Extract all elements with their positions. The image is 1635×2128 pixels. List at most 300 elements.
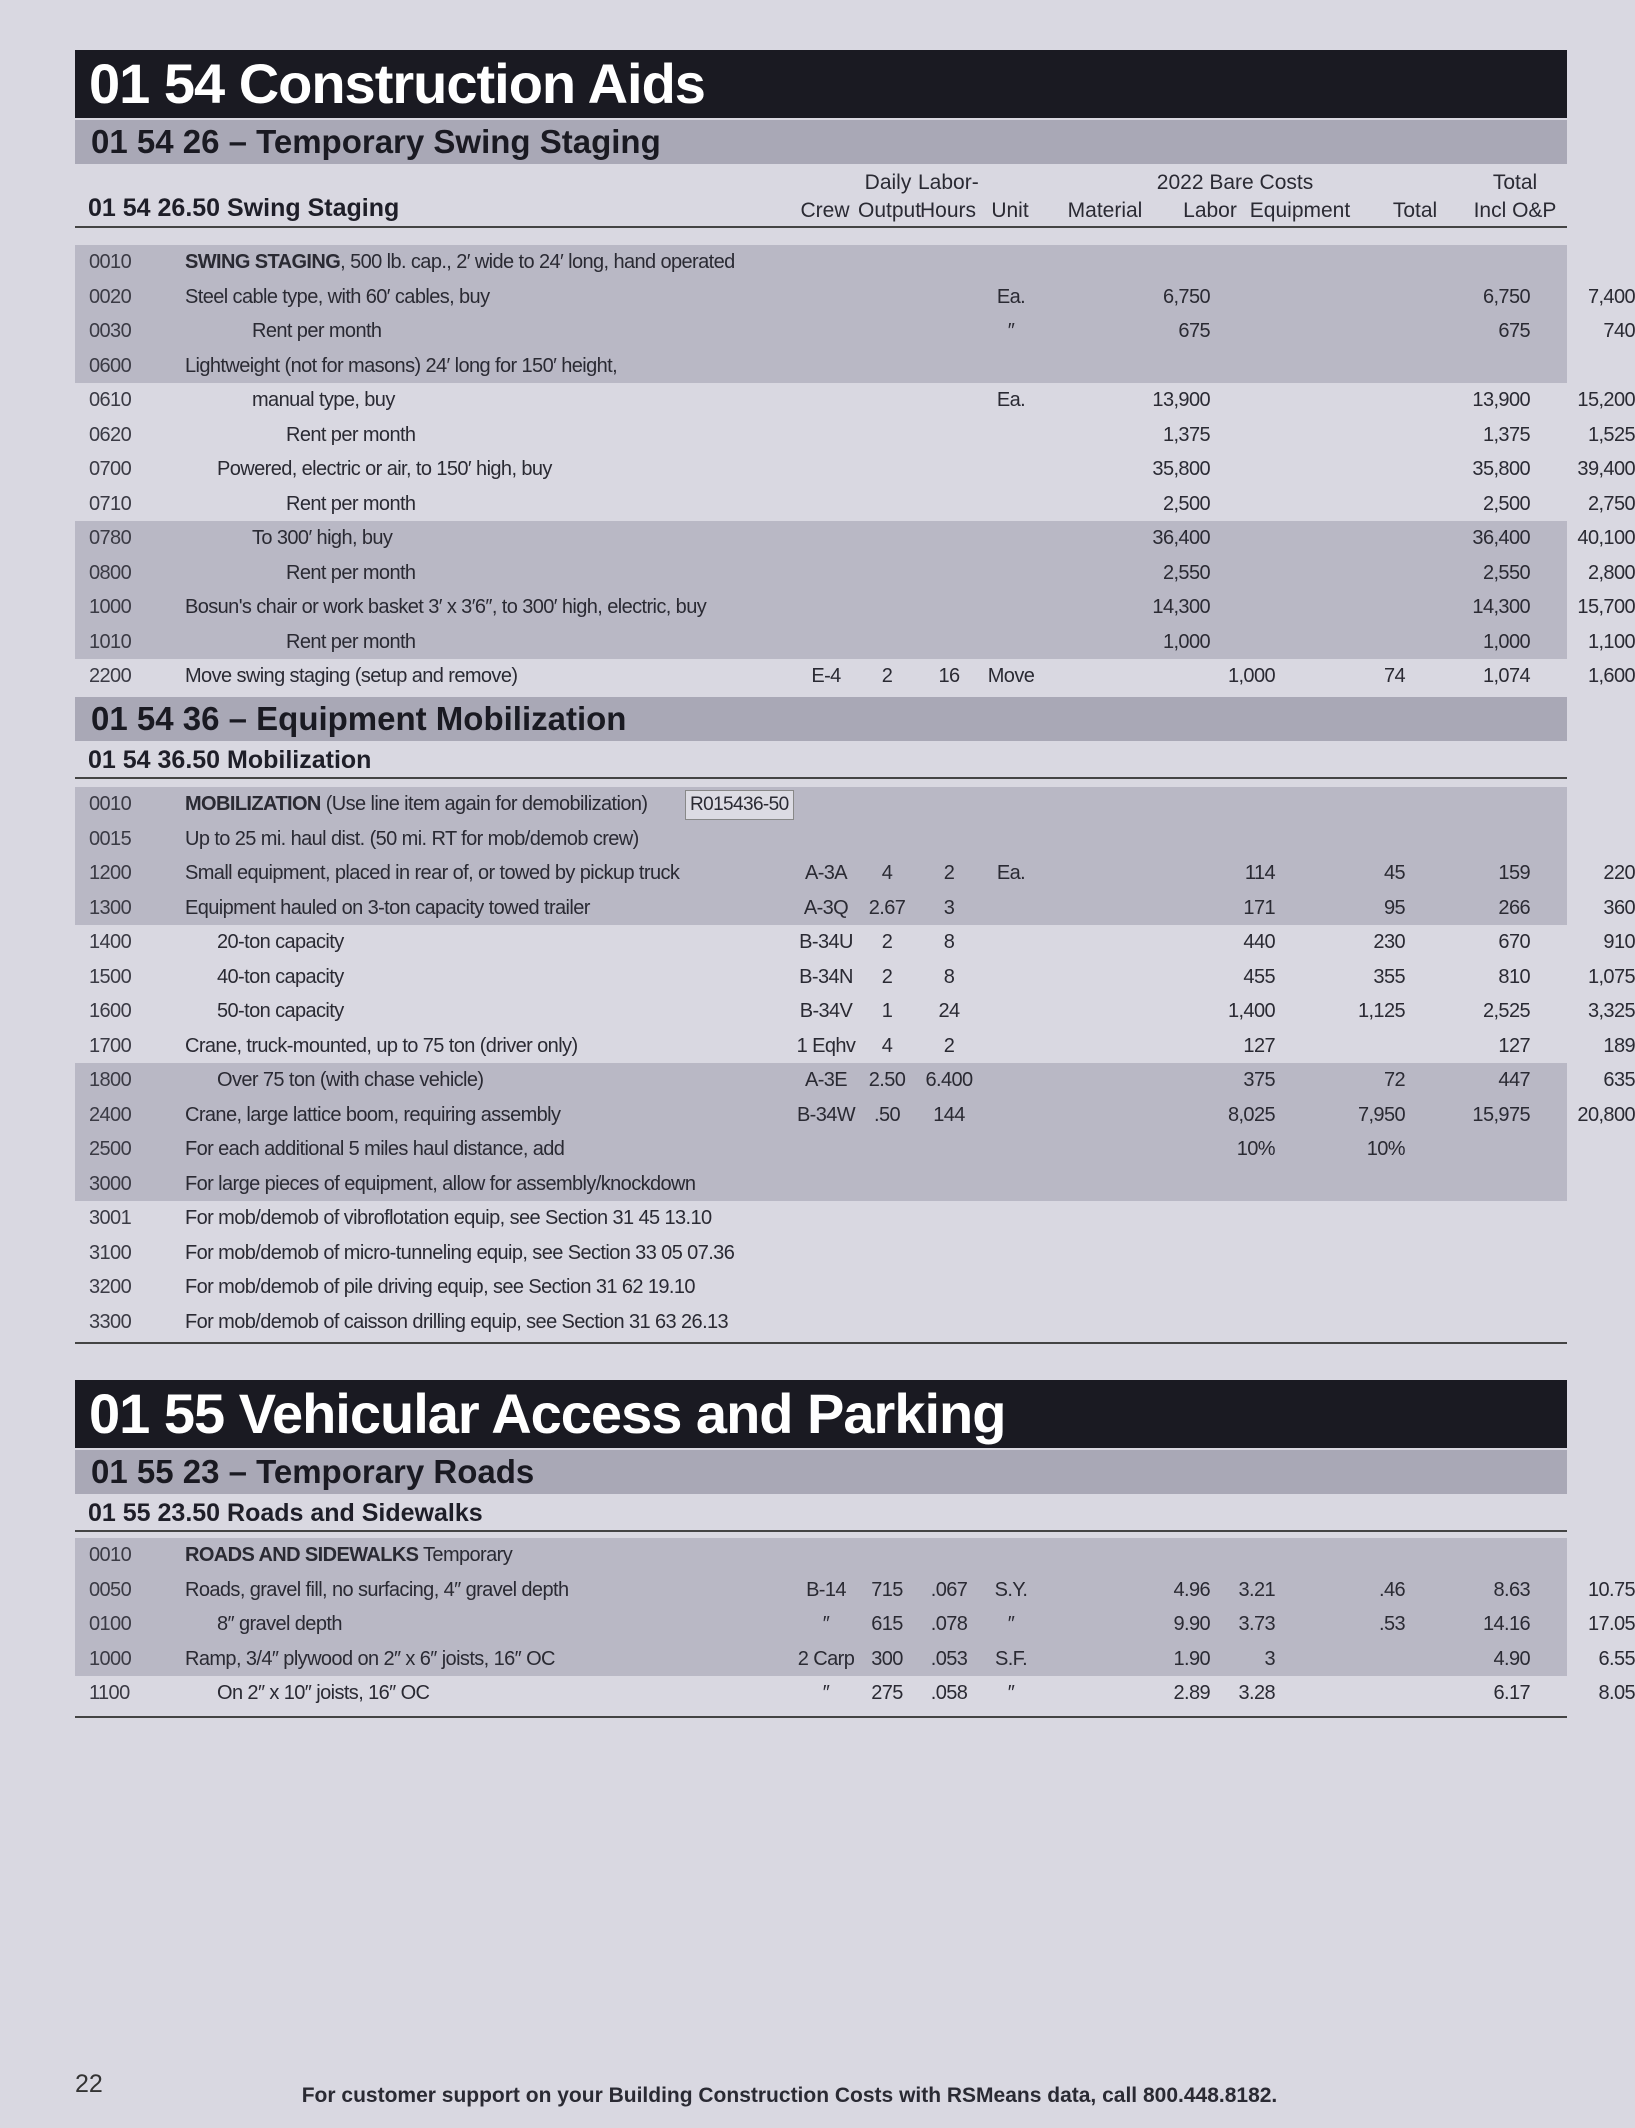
table-swing-staging: [75, 245, 1635, 694]
cell-tot: 6.17: [1493, 1682, 1530, 1704]
line-description: [185, 1029, 578, 1063]
cell-lab: 8,025: [1227, 1103, 1275, 1126]
line-description: [185, 1270, 695, 1304]
cell-tot: 1,000: [1482, 630, 1530, 653]
cell-op: 360: [1603, 896, 1635, 919]
cell-output: 4: [881, 862, 893, 884]
line-description: [185, 1201, 712, 1235]
table-row: [75, 1029, 1635, 1064]
line-description: [185, 1098, 560, 1132]
cell-op: 1,075: [1587, 965, 1635, 988]
table-row: [75, 556, 1635, 591]
cell-eq: 230: [1373, 931, 1405, 953]
line-description: [185, 280, 489, 314]
section-name: 01 55 23.50 Roads and Sidewalks: [88, 1499, 483, 1527]
subsection-title-01-54-26: 01 54 26 – Temporary Swing Staging: [75, 120, 1567, 164]
line-description: [286, 625, 415, 659]
table-row: [75, 1270, 1567, 1305]
subsection-title-01-54-36: 01 54 36 – Equipment Mobilization: [75, 697, 1567, 741]
line-description-text: Crane, large lattice boom, requiring assembly: [185, 1103, 561, 1126]
cell-hours: 6.400: [925, 1069, 973, 1091]
cell-eq: 1,125: [1357, 1000, 1405, 1022]
cell-op: 40,100: [1577, 527, 1635, 549]
cell-output: 300: [871, 1647, 903, 1670]
cell-mat: 9.90: [1173, 1613, 1210, 1635]
line-description-text: Over 75 ton (with chase vehicle): [217, 1069, 484, 1091]
cell-tot: 6,750: [1482, 285, 1530, 308]
cell-lab: 1,000: [1227, 665, 1275, 687]
cell-hours: 24: [938, 1000, 960, 1022]
table-row: [75, 1167, 1567, 1202]
line-code: 1400: [89, 931, 132, 953]
table-row: [75, 994, 1635, 1029]
line-description-text: On 2″ x 10″ joists, 16″ OC: [217, 1682, 430, 1704]
line-description: [185, 1236, 734, 1270]
line-code: 0700: [89, 458, 132, 480]
col-material: Material: [1067, 199, 1143, 222]
line-description: [185, 659, 517, 693]
table-row: [75, 349, 1567, 384]
line-code: 0020: [89, 285, 132, 308]
line-code: 1600: [89, 1000, 132, 1022]
cell-eq: 74: [1383, 665, 1405, 687]
cell-tot: 15,975: [1472, 1103, 1530, 1126]
line-code: 0010: [89, 251, 132, 273]
cell-hours: 2: [943, 862, 955, 884]
cell-crew: 2 Carp: [797, 1647, 855, 1670]
line-code: 0800: [89, 561, 132, 584]
line-code: 0610: [89, 389, 132, 411]
cell-mat: 14,300: [1152, 596, 1210, 618]
table-row: [75, 1538, 1567, 1573]
cell-output: 615: [871, 1613, 903, 1635]
cell-op: 189: [1603, 1034, 1635, 1057]
cell-lab: 3.73: [1238, 1613, 1275, 1635]
footer-support-line: For customer support on your Building Construction Costs with RSMeans data, call 800.448.8182.: [301, 2084, 1278, 2107]
cell-op: 10.75: [1587, 1578, 1635, 1601]
line-description: [185, 1642, 555, 1676]
line-description-bold: ROADS AND SIDEWALKS: [185, 1544, 419, 1566]
line-code: 0010: [89, 1544, 132, 1566]
table-row: [75, 1236, 1567, 1271]
section-rule: [75, 1530, 1567, 1532]
line-description: [286, 556, 415, 590]
table-row: [75, 659, 1635, 694]
cell-lab: 3: [1264, 1647, 1275, 1670]
line-description: [286, 418, 415, 452]
line-code: 1500: [89, 965, 132, 988]
table-row: [75, 418, 1635, 453]
table-row: [75, 960, 1635, 995]
line-description: [185, 1132, 564, 1166]
cell-op: 15,700: [1577, 596, 1635, 618]
cell-crew: B-14: [806, 1578, 846, 1601]
table-row: [75, 891, 1635, 926]
cell-eq: 95: [1383, 896, 1405, 919]
cell-mat: 1,375: [1162, 423, 1210, 446]
table-row: [75, 1573, 1635, 1608]
table-row: [75, 856, 1635, 891]
cell-output: 2: [881, 931, 893, 953]
cell-op: 2,800: [1587, 561, 1635, 584]
table-row: [75, 1642, 1635, 1677]
section-end-rule: [75, 1342, 1567, 1344]
line-description-text: Move swing staging (setup and remove): [185, 665, 518, 687]
table-row: [75, 1676, 1635, 1711]
cell-tot: 4.90: [1493, 1647, 1530, 1670]
col-output: Output: [858, 199, 922, 222]
line-code: 0600: [89, 354, 132, 377]
line-description-text: Roads, gravel fill, no surfacing, 4″ gravel depth: [185, 1578, 569, 1601]
cell-op: 17.05: [1587, 1613, 1635, 1635]
line-description: [217, 960, 344, 994]
col-daily: Daily: [864, 171, 912, 194]
line-description-text: Rent per month: [286, 630, 416, 653]
line-description: [185, 787, 647, 821]
cell-eq: 10%: [1366, 1138, 1405, 1160]
line-description: [252, 383, 395, 417]
division-title-01-55: 01 55 Vehicular Access and Parking: [75, 1380, 1567, 1448]
line-description-bold: MOBILIZATION: [185, 793, 321, 815]
table-row: [75, 822, 1567, 857]
cell-tot: 36,400: [1472, 527, 1530, 549]
line-code: 0030: [89, 320, 132, 342]
line-description-text: Temporary: [418, 1544, 513, 1566]
line-description-text: Bosun's chair or work basket 3′ x 3′6″, to 300′ high, electric, buy: [185, 596, 707, 618]
line-description: [252, 521, 392, 555]
cell-op: 2,750: [1587, 492, 1635, 515]
table-row: [75, 1063, 1635, 1098]
cell-tot: 2,500: [1482, 492, 1530, 515]
line-code: 0015: [89, 827, 132, 850]
column-header-block: [75, 162, 1567, 228]
cell-unit: Ea.: [996, 389, 1026, 411]
cell-hours: .053: [930, 1647, 968, 1670]
cell-hours: 8: [943, 965, 955, 988]
cell-tot: 8.63: [1493, 1578, 1530, 1601]
line-description-text: Small equipment, placed in rear of, or towed by pickup truck: [185, 862, 680, 884]
cell-mat: 4.96: [1173, 1578, 1210, 1601]
table-row: [75, 280, 1635, 315]
cell-op: 8.05: [1598, 1682, 1635, 1704]
line-description-text: Rent per month: [286, 423, 416, 446]
table-row: [75, 452, 1635, 487]
cell-tot: 13,900: [1472, 389, 1530, 411]
cell-output: 2: [881, 665, 893, 687]
cell-crew: A-3Q: [803, 896, 849, 919]
line-description-text: 20-ton capacity: [217, 931, 344, 953]
cell-unit: ″: [1007, 1682, 1015, 1704]
table-row: [75, 1305, 1567, 1340]
cell-hours: 144: [933, 1103, 965, 1126]
cell-op: 740: [1603, 320, 1635, 342]
cell-op: 15,200: [1577, 389, 1635, 411]
table-row: [75, 521, 1635, 556]
cell-mat: 2,550: [1162, 561, 1210, 584]
cell-mat: 35,800: [1152, 458, 1210, 480]
cell-lab: 440: [1243, 931, 1275, 953]
line-code: 2400: [89, 1103, 132, 1126]
cell-lab: 3.28: [1238, 1682, 1275, 1704]
cell-mat: 36,400: [1152, 527, 1210, 549]
cell-tot: 675: [1498, 320, 1530, 342]
table-row: [75, 1098, 1635, 1133]
cell-lab: 1,400: [1227, 1000, 1275, 1022]
cell-tot: 670: [1498, 931, 1530, 953]
line-description-text: For each additional 5 miles haul distance, add: [185, 1138, 565, 1160]
cell-eq: 45: [1383, 862, 1405, 884]
cell-output: 275: [871, 1682, 903, 1704]
line-code: 1200: [89, 862, 132, 884]
cell-op: 1,100: [1587, 630, 1635, 653]
line-description: [217, 1676, 429, 1710]
line-description: [252, 314, 381, 348]
cell-mat: 2,500: [1162, 492, 1210, 515]
line-description-text: For mob/demob of vibroflotation equip, see Section 31 45 13.10: [185, 1207, 712, 1229]
cell-lab: 127: [1243, 1034, 1275, 1057]
line-code: 3001: [89, 1207, 132, 1229]
cell-output: 715: [871, 1578, 903, 1601]
line-code: 1300: [89, 896, 132, 919]
cell-lab: 3.21: [1238, 1578, 1275, 1601]
line-description: [185, 1573, 568, 1607]
cell-eq: 355: [1373, 965, 1405, 988]
col-equipment: Equipment: [1249, 199, 1351, 222]
cell-lab: 171: [1243, 896, 1275, 919]
cell-output: 2.50: [868, 1069, 906, 1091]
cell-crew: B-34W: [796, 1103, 856, 1126]
section-name: 01 54 26.50 Swing Staging: [88, 194, 400, 222]
table-row: [75, 590, 1635, 625]
cell-unit: S.Y.: [994, 1578, 1028, 1601]
table-row: [75, 314, 1635, 349]
table-row: [75, 383, 1635, 418]
cell-tot: 35,800: [1472, 458, 1530, 480]
cell-lab: 10%: [1236, 1138, 1275, 1160]
line-description: [185, 1167, 695, 1201]
line-description-text: For large pieces of equipment, allow for assembly/knockdown: [185, 1172, 696, 1195]
cell-hours: 2: [943, 1034, 955, 1057]
cell-crew: B-34V: [799, 1000, 853, 1022]
table-row: [75, 487, 1635, 522]
cell-op: 6.55: [1598, 1647, 1635, 1670]
col-total-op-1: Total: [1492, 171, 1538, 194]
line-code: 3100: [89, 1241, 132, 1264]
line-description: [185, 245, 735, 279]
section-end-rule: [75, 1716, 1567, 1718]
col-total: Total: [1392, 199, 1438, 222]
cell-lab: 114: [1244, 862, 1275, 884]
cell-op: 220: [1603, 862, 1635, 884]
line-description: [185, 891, 590, 925]
line-code: 3000: [89, 1172, 132, 1195]
cell-crew: B-34U: [799, 931, 853, 953]
table-roads: [75, 1538, 1635, 1711]
section-header-mobilization: [75, 742, 1567, 778]
line-description: [185, 1305, 728, 1339]
cell-hours: .067: [930, 1578, 968, 1601]
cell-crew: A-3E: [804, 1069, 848, 1091]
cell-hours: .058: [930, 1682, 968, 1704]
line-description-text: Equipment hauled on 3-ton capacity towed trailer: [185, 896, 590, 919]
line-description-text: (Use line item again for demobilization): [320, 793, 648, 815]
section-name: 01 54 36.50 Mobilization: [88, 746, 372, 774]
line-description-text: Rent per month: [286, 561, 416, 584]
cell-mat: 6,750: [1162, 285, 1210, 308]
cell-op: 7,400: [1587, 285, 1635, 308]
line-description-text: , 500 lb. cap., 2′ wide to 24′ long, hand operated: [340, 251, 735, 273]
line-code: 1700: [89, 1034, 132, 1057]
line-code: 0620: [89, 423, 132, 446]
cell-eq: 7,950: [1357, 1103, 1405, 1126]
cell-tot: 127: [1498, 1034, 1530, 1057]
line-description: [217, 1607, 342, 1641]
cell-tot: 447: [1498, 1069, 1530, 1091]
line-code: 0100: [89, 1613, 132, 1635]
line-description-text: For mob/demob of caisson drilling equip, see Section 31 63 26.13: [185, 1310, 729, 1333]
cell-lab: 375: [1243, 1069, 1275, 1091]
line-description-text: Lightweight (not for masons) 24′ long for 150′ height,: [185, 354, 618, 377]
line-description: [217, 925, 344, 959]
cell-hours: 8: [943, 931, 955, 953]
reference-box[interactable]: R015436-50: [685, 790, 794, 820]
cell-hours: 16: [938, 665, 960, 687]
cell-unit: S.F.: [994, 1647, 1028, 1670]
line-description-text: 50-ton capacity: [217, 1000, 344, 1022]
cell-output: .50: [873, 1103, 900, 1126]
header-rule: [75, 226, 1567, 228]
cell-unit: Ea.: [996, 285, 1026, 308]
cell-mat: 2.89: [1173, 1682, 1210, 1704]
line-description-text: Ramp, 3/4″ plywood on 2″ x 6″ joists, 16″ OC: [185, 1647, 555, 1670]
col-total-op-2: Incl O&P: [1473, 199, 1557, 222]
table-row: [75, 1201, 1567, 1236]
cell-hours: .078: [930, 1613, 968, 1635]
line-description: [185, 349, 617, 383]
cell-output: 4: [881, 1034, 893, 1057]
cell-unit: Move: [987, 665, 1035, 687]
cell-output: 2.67: [868, 896, 906, 919]
line-code: 1000: [89, 1647, 132, 1670]
line-code: 2200: [89, 665, 132, 687]
cell-op: 910: [1603, 931, 1635, 953]
line-description: [185, 822, 639, 856]
col-labor: Labor: [1183, 199, 1237, 222]
line-description: [286, 487, 415, 521]
cell-unit: ″: [1007, 320, 1015, 342]
cell-tot: 1,074: [1482, 665, 1530, 687]
table-row: [75, 925, 1635, 960]
line-description: [185, 590, 706, 624]
line-code: 1000: [89, 596, 132, 618]
cell-crew: ″: [822, 1682, 830, 1704]
table-row: [75, 1132, 1567, 1167]
cell-tot: 14,300: [1472, 596, 1530, 618]
table-row: [75, 245, 1567, 280]
cell-op: 1,600: [1587, 665, 1635, 687]
cell-output: 2: [881, 965, 893, 988]
line-description-text: 40-ton capacity: [217, 965, 344, 988]
cell-hours: 3: [943, 896, 955, 919]
cell-op: 20,800: [1577, 1103, 1635, 1126]
cell-mat: 1.90: [1173, 1647, 1210, 1670]
line-description-text: Rent per month: [286, 492, 416, 515]
line-code: 2500: [89, 1138, 132, 1160]
cell-tot: 810: [1498, 965, 1530, 988]
cell-mat: 13,900: [1152, 389, 1210, 411]
line-description-text: manual type, buy: [252, 389, 395, 411]
cell-eq: .53: [1378, 1613, 1405, 1635]
line-description: [217, 994, 344, 1028]
cell-tot: 159: [1498, 862, 1530, 884]
table-row: [75, 1607, 1635, 1642]
line-description: [185, 856, 679, 890]
cell-tot: 14.16: [1482, 1613, 1530, 1635]
col-crew: Crew: [800, 199, 850, 222]
line-description-text: To 300′ high, buy: [252, 527, 393, 549]
cell-mat: 675: [1178, 320, 1210, 342]
line-description-text: 8″ gravel depth: [217, 1613, 342, 1635]
cell-mat: 1,000: [1162, 630, 1210, 653]
cell-tot: 2,525: [1482, 1000, 1530, 1022]
line-description-text: Powered, electric or air, to 150′ high, buy: [217, 458, 552, 480]
cell-crew: 1 Eqhv: [796, 1034, 856, 1057]
cell-crew: ″: [822, 1613, 830, 1635]
cell-crew: E-4: [811, 665, 841, 687]
section-rule: [75, 777, 1567, 779]
line-code: 3200: [89, 1276, 132, 1298]
line-description: [217, 1063, 483, 1097]
line-description-text: For mob/demob of micro-tunneling equip, see Section 33 05 07.36: [185, 1241, 735, 1264]
cell-lab: 455: [1243, 965, 1275, 988]
table-row: [75, 787, 1567, 822]
col-labor-dash: Labor-: [918, 171, 979, 194]
line-code: 0050: [89, 1578, 132, 1601]
line-description-text: Crane, truck-mounted, up to 75 ton (driver only): [185, 1034, 578, 1057]
cell-op: 1,525: [1587, 423, 1635, 446]
line-code: 1100: [89, 1682, 130, 1704]
page-number: 22: [75, 2070, 103, 2098]
cell-crew: A-3A: [804, 862, 848, 884]
cell-op: 39,400: [1577, 458, 1635, 480]
cell-eq: .46: [1378, 1578, 1405, 1601]
cell-unit: Ea.: [996, 862, 1026, 884]
cell-crew: B-34N: [799, 965, 853, 988]
line-description: [185, 1538, 512, 1572]
col-hours: Hours: [919, 199, 977, 222]
subsection-title-01-55-23: 01 55 23 – Temporary Roads: [75, 1450, 1567, 1494]
cell-tot: 266: [1498, 896, 1530, 919]
line-description-text: Steel cable type, with 60′ cables, buy: [185, 285, 490, 308]
line-code: 3300: [89, 1310, 132, 1333]
section-header-roads: [75, 1495, 1567, 1531]
col-bare-costs: 2022 Bare Costs: [1156, 171, 1314, 194]
cell-eq: 72: [1383, 1069, 1405, 1091]
cell-output: 1: [881, 1000, 893, 1022]
line-description-text: Rent per month: [252, 320, 382, 342]
line-description: [217, 452, 552, 486]
table-mobilization: [75, 787, 1635, 1339]
line-description-text: For mob/demob of pile driving equip, see Section 31 62 19.10: [185, 1276, 695, 1298]
cell-unit: ″: [1007, 1613, 1015, 1635]
col-unit: Unit: [991, 199, 1029, 222]
line-description-text: Up to 25 mi. haul dist. (50 mi. RT for mob/demob crew): [185, 827, 639, 850]
line-code: 0780: [89, 527, 132, 549]
line-code: 0010: [89, 793, 132, 815]
table-row: [75, 625, 1635, 660]
line-code: 1800: [89, 1069, 132, 1091]
line-description-bold: SWING STAGING: [185, 251, 341, 273]
